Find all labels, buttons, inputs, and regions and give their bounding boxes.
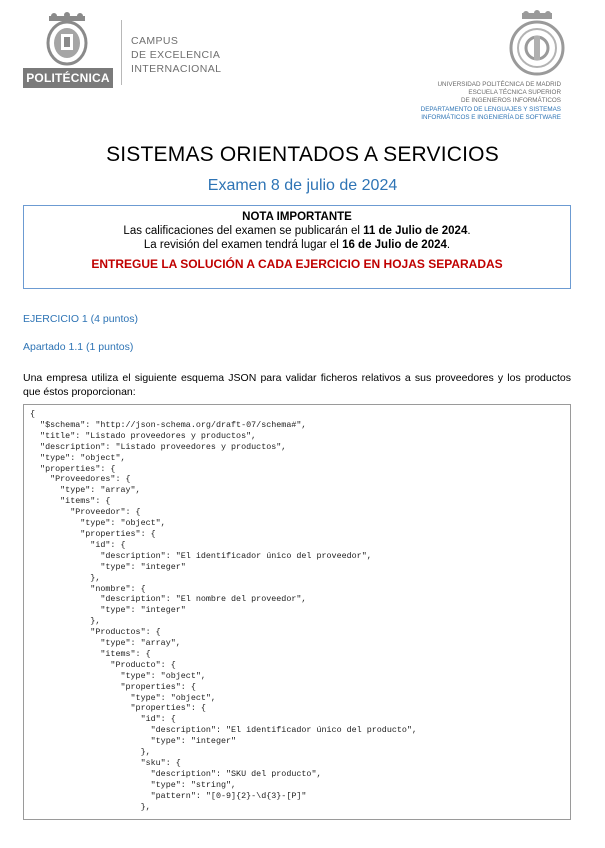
upm-crest-icon bbox=[44, 12, 90, 66]
notice-review-date bbox=[24, 238, 570, 252]
code-line: "items": { bbox=[30, 648, 151, 659]
code-line: "type": "object", bbox=[30, 670, 206, 681]
code-line: "type": "integer" bbox=[30, 605, 186, 616]
code-line: "type": "integer" bbox=[30, 736, 237, 747]
code-line: "sku": { bbox=[30, 758, 181, 768]
code-line: "id": { bbox=[30, 539, 126, 550]
code-line: "type": "string", bbox=[30, 779, 237, 790]
code-line: "nombre": { bbox=[30, 583, 146, 594]
section-heading: Apartado 1.1 (1 puntos) bbox=[23, 341, 134, 353]
code-line: }, bbox=[30, 801, 151, 812]
code-line: "title": "Listado proveedores y productos", bbox=[30, 430, 257, 441]
code-line: "description": "Listado proveedores y productos", bbox=[30, 441, 287, 452]
json-schema-code bbox=[30, 409, 570, 813]
code-line: "properties": { bbox=[30, 681, 196, 692]
code-line: "description": "SKU del producto", bbox=[30, 768, 322, 779]
notice-text: . bbox=[446, 239, 451, 251]
code-line: "type": "object", bbox=[30, 518, 166, 529]
exam-date-subtitle: Examen 8 de julio de 2024 bbox=[207, 177, 398, 194]
notice-text: . bbox=[467, 225, 471, 237]
code-line: "description": "El identificador único del proveedor", bbox=[30, 550, 372, 561]
code-line: "pattern": "[0-9]{2}-\d{3}-[P]" bbox=[30, 790, 307, 801]
etsi-crest-icon bbox=[508, 10, 566, 78]
important-notice-box bbox=[23, 205, 571, 289]
code-line: "properties": { bbox=[30, 528, 156, 539]
campus-line: INTERNACIONAL bbox=[131, 63, 222, 75]
code-line: "description": "El nombre del proveedor", bbox=[30, 594, 307, 605]
campus-line: CAMPUS bbox=[131, 35, 179, 47]
code-line: "type": "integer" bbox=[30, 561, 186, 572]
notice-grades-date bbox=[24, 224, 570, 238]
school-line: DE INGENIEROS INFORMÁTICOS bbox=[460, 97, 561, 105]
upm-logo bbox=[23, 12, 113, 90]
school-line: UNIVERSIDAD POLITÉCNICA DE MADRID bbox=[437, 81, 561, 88]
code-line: "items": { bbox=[30, 496, 111, 507]
code-line: "description": "El identificador único del producto", bbox=[30, 725, 417, 736]
exercise-intro: Una empresa utiliza el siguiente esquema JSON para validar ficheros relativos a sus proveedores y los productos que éstos proporcionan: bbox=[23, 372, 571, 398]
code-line: }, bbox=[30, 572, 101, 583]
code-line: "Proveedor": { bbox=[30, 507, 141, 518]
notice-title: NOTA IMPORTANTE bbox=[242, 211, 352, 223]
code-line: "properties": { bbox=[30, 703, 206, 714]
code-line: { bbox=[30, 409, 36, 419]
department-line: DEPARTAMENTO DE LENGUAJES Y SISTEMAS bbox=[420, 105, 561, 113]
code-line: "type": "array", bbox=[30, 485, 141, 496]
upm-label: POLITÉCNICA bbox=[23, 68, 113, 88]
notice-text: Las calificaciones del examen se publicarán el bbox=[123, 225, 364, 237]
json-schema-code-block bbox=[23, 404, 571, 820]
code-line: "type": "object", bbox=[30, 452, 126, 463]
campus-excelencia-label bbox=[131, 34, 221, 76]
exercise-heading: EJERCICIO 1 (4 puntos) bbox=[23, 313, 138, 325]
document-title: SISTEMAS ORIENTADOS A SERVICIOS bbox=[106, 143, 499, 166]
grades-date: 11 de Julio de 2024 bbox=[363, 225, 468, 237]
code-line: "Producto": { bbox=[30, 659, 176, 670]
header-divider bbox=[121, 20, 122, 85]
school-line: ESCUELA TÉCNICA SUPERIOR bbox=[468, 89, 561, 97]
department-line: INFORMÁTICOS E INGENIERÍA DE SOFTWARE bbox=[421, 113, 561, 121]
separate-sheets-warning: ENTREGUE LA SOLUCIÓN A CADA EJERCICIO EN HOJAS SEPARADAS bbox=[91, 257, 503, 271]
code-line: "properties": { bbox=[30, 463, 116, 474]
code-line: "Proveedores": { bbox=[30, 474, 131, 485]
code-line: "Productos": { bbox=[30, 627, 161, 638]
code-line: }, bbox=[30, 616, 101, 627]
campus-line: DE EXCELENCIA bbox=[131, 49, 221, 61]
code-line: }, bbox=[30, 747, 151, 758]
code-line: "id": { bbox=[30, 714, 176, 725]
review-date: 16 de Julio de 2024 bbox=[342, 239, 447, 251]
code-line: "$schema": "http://json-schema.org/draft-07/schema#", bbox=[30, 419, 307, 430]
code-line: "type": "array", bbox=[30, 638, 181, 649]
school-department-block bbox=[421, 81, 561, 122]
notice-text: La revisión del examen tendrá lugar el bbox=[143, 239, 343, 251]
code-line: "type": "object", bbox=[30, 692, 216, 703]
